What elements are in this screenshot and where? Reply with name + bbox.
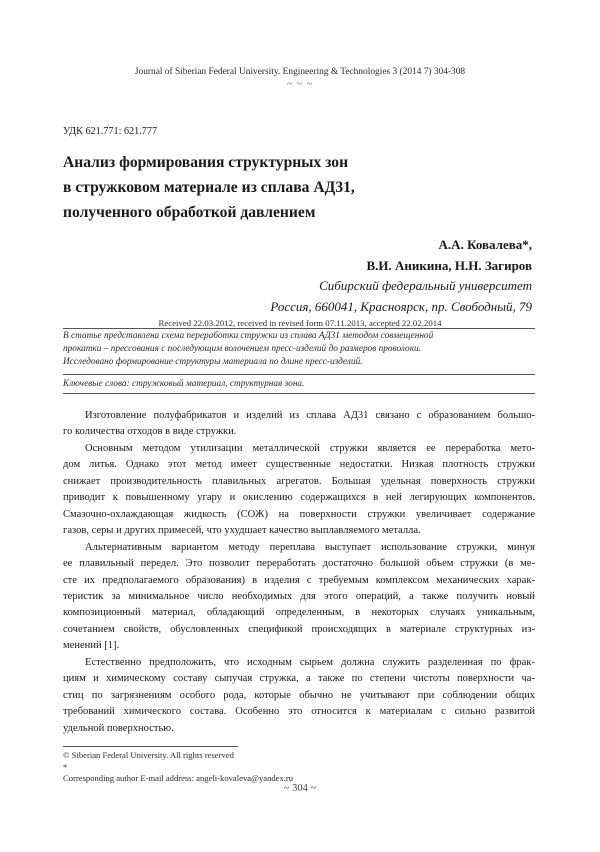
body-line: сочетанием свойств, обусловленных спецификой происходящих в материале структурных из- — [63, 623, 535, 635]
body-line: снижает производительность плавильных агрегатов. Большая удельная поверхность стружки — [63, 475, 535, 487]
body-line: сте их предполагаемого образования) в изделия с требуемым комплексом механических харак- — [63, 574, 535, 586]
body-line: го количества отходов в виде стружки. — [63, 426, 237, 438]
body-line: удельной поверхностью. — [63, 722, 174, 734]
body-line: Изготовление полуфабрикатов и изделий из сплава АД31 связано с образованием большо- — [85, 410, 535, 421]
authors-block — [270, 235, 532, 317]
footnote-rule — [63, 746, 238, 747]
received-dates: Received 22.03.2012, received in revised form 07.11.2013, accepted 22.02.2014 — [158, 318, 442, 328]
author-line-2: В.И. Аникина, Н.Н. Загиров — [366, 257, 532, 273]
body-line: Основным методом утилизации металлической стружки является ее переработка мето- — [85, 442, 535, 454]
page-number: ~ 304 ~ — [283, 783, 317, 794]
body-line: требований химического состава. Особенно это относится к материалам с сильно развитой — [63, 706, 535, 718]
footnote-star: * — [63, 761, 68, 772]
body-line: теристик за минимальное число необходимых для этого операций, а также получить новый — [63, 590, 535, 602]
body-line: Смазочно-охлаждающая жидкость (СОЖ) на поверхности стружки увеличивает содержание — [63, 508, 535, 520]
abstract-bottom-rule — [63, 393, 535, 394]
abstract — [63, 330, 535, 370]
affiliation-line-1: Сибирский федеральный университет — [319, 278, 532, 293]
corresponding-author-footnote — [63, 762, 293, 785]
copyright-footnote: © Siberian Federal University. All rights reserved — [63, 750, 234, 760]
body-line: Естественно предположить, что исходным сырьем должна служить разделенная по фрак- — [85, 656, 535, 668]
journal-header: Journal of Siberian Federal University. Engineering & Technologies 3 (2014 7) 304-308 — [134, 67, 466, 77]
header-separator: ~ ~ ~ — [286, 79, 314, 90]
title-line: полученного обработкой давлением — [63, 204, 316, 221]
body-line: приводит к повышенному угару и окислению содержащихся в ней легирующих компонентов. — [63, 492, 535, 504]
abstract-line: Исследовано формирование структуры материала по длине пресс-изделий. — [63, 357, 363, 368]
abstract-top-rule — [63, 328, 535, 329]
body-line: дом литья. Однако этот метод имеет существенные недостатки. Низкая плотность стружки — [63, 459, 535, 471]
body-line: ее плавильный передел. Это позволит переработать достаточно большой объем стружки (в ме- — [63, 558, 535, 570]
body-line: композиционный материал, обладающий определенным, в некоторых случаях уникальным, — [63, 607, 535, 619]
affiliation-line-2: Россия, 660041, Красноярск, пр. Свободный, 79 — [270, 298, 532, 314]
title-line: в стружковом материале из сплава АД31, — [63, 179, 355, 196]
body-text — [63, 408, 535, 737]
body-line: циям и химическому составу сыпучая стружка, а также по степени чистоты поверхности ча- — [63, 673, 535, 685]
body-line: газов, серы и других примесей, что ухудшает качество выплавляемого металла. — [63, 525, 421, 537]
body-line: менений [1]. — [63, 640, 120, 652]
article-title — [63, 150, 543, 225]
corresponding-author-email[interactable]: Corresponding author E-mail address: angeli-kovaleva@yandex.ru — [63, 773, 294, 783]
body-line: Альтернативным вариантом методу переплава выступает использование стружки, минуя — [85, 541, 535, 553]
body-line: стиц по загрязнениям особого рода, которые обычно не учитывают при соблюдении общих — [63, 689, 535, 701]
author-line-1: А.А. Ковалева*, — [438, 237, 532, 252]
title-line: Анализ формирования структурных зон — [63, 154, 349, 171]
abstract-middle-rule — [63, 374, 535, 375]
footnotes — [63, 750, 293, 785]
abstract-line: В статье представлена схема переработки стружки из сплава АД31 методом совмещенной — [63, 331, 434, 341]
keywords: Ключевые слова: стружковый материал, структурная зона. — [63, 379, 305, 389]
udc-code: УДК 621.771: 621.777 — [63, 126, 158, 137]
abstract-line: прокатки – прессования с последующим волочением пресс-изделий до размеров проволоки. — [63, 344, 422, 355]
